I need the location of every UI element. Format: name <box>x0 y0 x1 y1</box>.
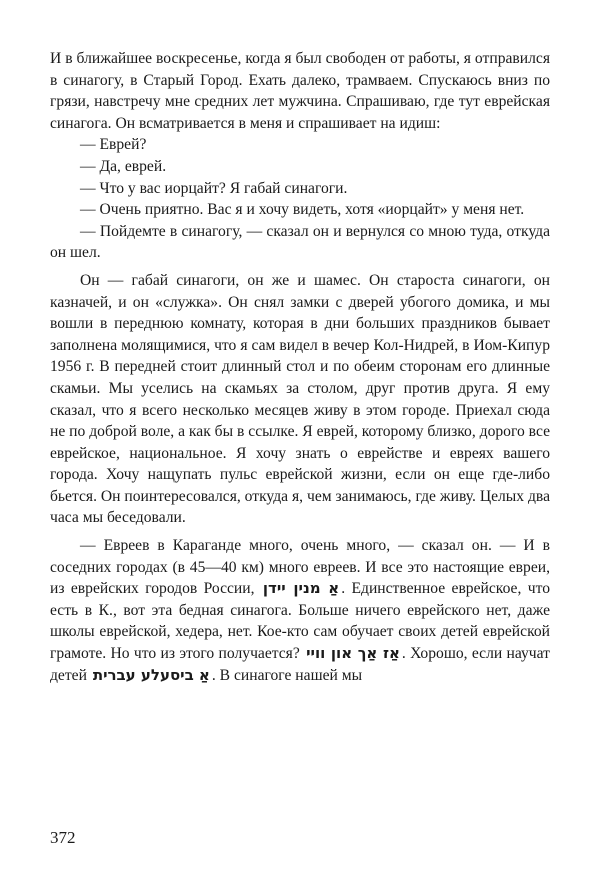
page-number: 372 <box>50 828 76 847</box>
text-segment: . Хорошо, если научат детей <box>50 645 550 684</box>
dialogue-line: — Еврей? <box>80 136 147 154</box>
paragraph-intro: И в ближайшее воскресенье, когда я был свободен от работы, я отправился в синагогу, в Старый Город. Ехать далеко, трамваем. Спускаюсь вниз по грязи, навстречу мне средних лет мужчина. Спрашиваю, где тут еврейская синагога. Он всматривается в меня и спрашивает на идиш: <box>50 50 550 132</box>
dialogue-line: — Что у вас иорцайт? Я габай синагоги. <box>80 179 348 197</box>
hebrew-phrase: אַז אַך און וויי <box>306 644 400 663</box>
paragraph-gabai: Он — габай синагоги, он же и шамес. Он староста синагоги, он казначей, и он «служка». Он снял замки с дверей убогого домика, и мы вошли в переднюю комнату, которая в дни больших праздников бывает заполнена молящимися, что я сам видел в вечер Кол-Нидрей, в Иом-Кипур 1956 г. В передней стоит длинный стол и по обеим сторонам его длинные скамьи. Мы уселись на скамьях за столом, друг против друга. Я ему сказал, что я всего несколько месяцев живу в этом городе. Приехал сюда не по доброй воле, а как бы в ссылке. Я еврей, которому близко, дорого все еврейское, национальное. Я хочу знать о еврействе и евреях вашего города. Хочу нащупать пульс еврейской жизни, если он еще где-либо бьется. Он поинтересовался, откуда я, чем занимаюсь, где живу. Целых два часа мы беседовали. <box>50 271 550 527</box>
dialogue-line: — Да, еврей. <box>80 157 167 175</box>
text-segment: — Евреев в Караганде много, очень много, — сказал он. — И в соседних городах (в 45—40 км) много евреев. И все это настоящие евреи, из еврейских городов России, <box>50 537 550 598</box>
dialogue-line: — Пойдемте в синагогу, — сказал он и вернулся со мною туда, откуда он шел. <box>50 222 550 262</box>
text-segment: . В синагоге нашей мы <box>211 666 363 684</box>
hebrew-phrase: אַ מנין יידן <box>262 579 340 598</box>
page-text <box>50 48 550 686</box>
hebrew-phrase: אַ ביסעלע עברית <box>92 665 210 684</box>
text-segment: . Единственное еврейское, что есть в К., вот эта бедная синагога. Больше ничего еврейского нет, даже школы еврейской, хедера, нет. Кое-кто сам обучает своих детей еврейской грамоте. Но что из этого получается? <box>50 580 550 663</box>
dialogue-line: — Очень приятно. Вас я и хочу видеть, хотя «иорцайт» у меня нет. <box>80 201 525 219</box>
paragraph-karaganda <box>50 535 550 686</box>
